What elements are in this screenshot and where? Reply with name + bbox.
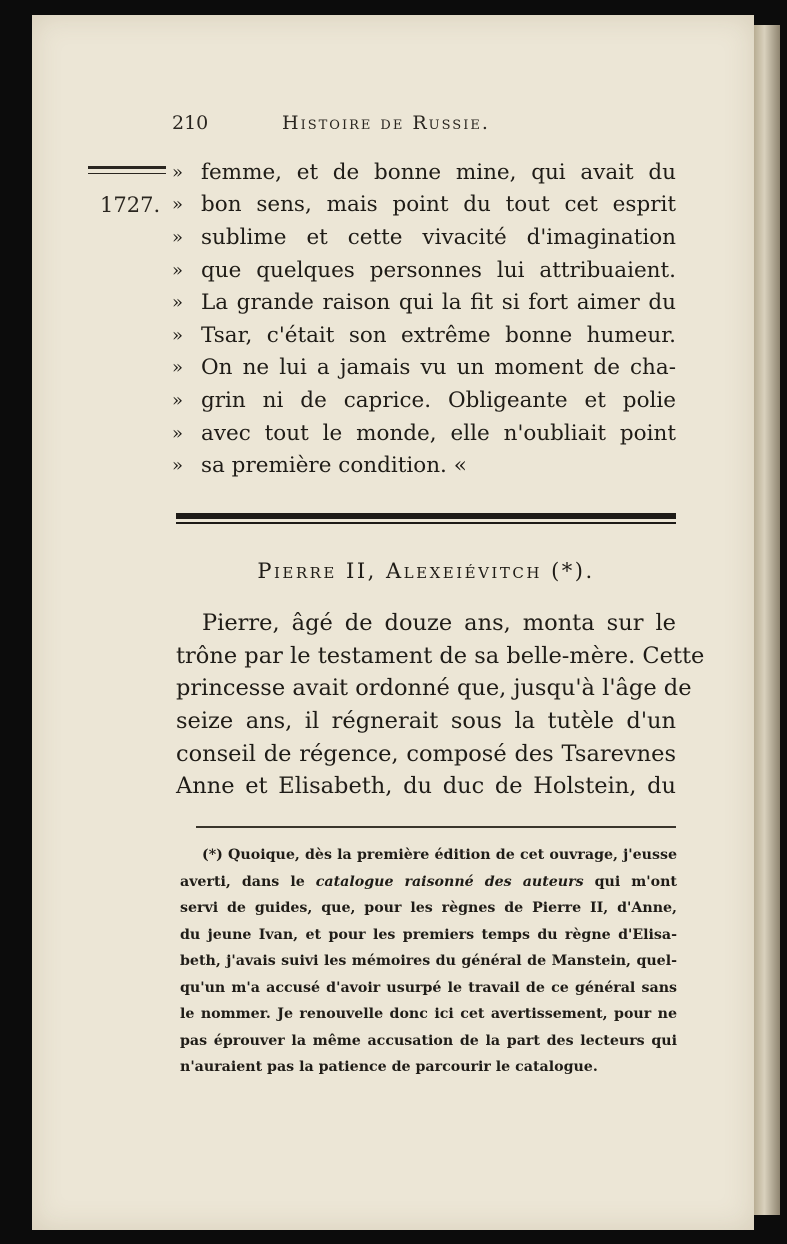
footnote-line: pas éprouver la même accusation de la part des lecteurs qui [180,1032,677,1049]
body-line: princesse avait ordonné que, jusqu'à l'âge de [176,675,692,702]
quote-mark: » [172,357,184,379]
quote-line: » que quelques personnes lui attribuaient. [172,257,676,283]
quote-line: » grin ni de caprice. Obligeante et polie [172,387,676,413]
body-line: Anne et Elisabeth, du duc de Holstein, du [176,773,676,800]
footnote-line: du jeune Ivan, et pour les premiers temps du règne d'Elisa- [180,926,677,943]
quote-mark: » [172,259,184,281]
footnote-line: beth, j'avais suivi les mémoires du général de Manstein, quel- [180,953,677,969]
section-title: Pierre II, Alexeiévitch (*). [257,559,595,583]
footnote [180,842,677,1081]
quote-mark: » [172,455,184,477]
footnote-line: averti, dans le catalogue raisonné des auteurs qui m'ont [180,873,677,890]
section-divider [176,513,676,524]
footnote-rule [196,826,676,828]
quote-mark: » [172,226,184,248]
quote-line: » femme, et de bonne mine, qui avait du [172,159,676,185]
catalogue-title-italic: catalogue raisonné des auteurs [315,873,584,890]
quote-line: » On ne lui a jamais vu un moment de cha- [172,355,676,381]
quote-line: » La grande raison qui la fit si fort aimer du [172,290,676,316]
margin-year: 1727. [100,193,161,217]
quote-mark: » [172,161,184,183]
running-title: Histoire de Russie. [282,112,490,134]
body-line: Pierre, âgé de douze ans, monta sur le [202,610,676,636]
footnote-line: le nommer. Je renouvelle donc ici cet avertissement, pour ne [180,1006,677,1022]
page-number: 210 [172,112,209,134]
quote-line: » Tsar, c'était son extrême bonne humeur. [172,322,676,348]
quote-mark: » [172,292,184,314]
quoted-passage [172,156,676,482]
divider-thin-rule [176,522,676,524]
divider-thick-rule [176,513,676,519]
footnote-line: n'auraient pas la patience de parcourir le catalogue. [180,1059,598,1075]
footnote-line: qu'un m'a accusé d'avoir usurpé le travail de ce général sans [180,979,677,996]
body-line: conseil de régence, composé des Tsarevnes [176,740,676,767]
footnote-line: servi de guides, que, pour les règnes de Pierre II, d'Anne, [180,900,677,916]
quote-mark: » [172,389,184,411]
quote-line: » sublime et cette vivacité d'imagination [172,224,676,250]
body-paragraph [176,607,705,803]
body-line: seize ans, il régnerait sous la tutèle d'un [176,708,676,735]
quote-mark: » [172,194,184,216]
quote-mark: » [172,324,184,346]
margin-rule [88,166,166,174]
footnote-line: (*) Quoique, dès la première édition de cet ouvrage, j'eusse [202,847,677,863]
body-line: trône par le testament de sa belle-mère. Cette [176,642,705,669]
quote-line: » avec tout le monde, elle n'oubliait point [172,420,676,446]
quote-line: » bon sens, mais point du tout cet esprit [172,192,676,218]
book-spine-edge [754,25,780,1215]
quote-mark: » [172,422,184,444]
quote-line: » sa première condition. « [172,453,467,479]
